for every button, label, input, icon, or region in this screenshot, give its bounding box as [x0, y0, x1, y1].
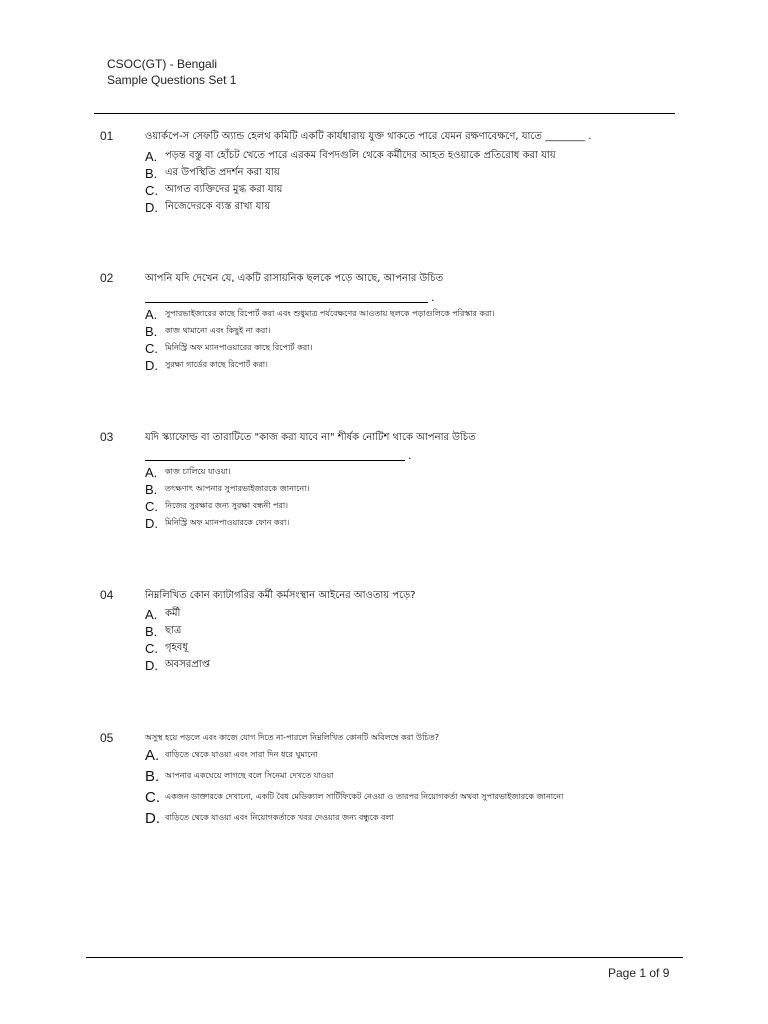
header-divider [94, 113, 675, 114]
option-d [145, 808, 394, 825]
option-a [145, 304, 495, 321]
option-letter: C. [145, 183, 158, 198]
option-letter: A. [145, 149, 158, 164]
answer-blank-line [145, 460, 405, 461]
option-d [145, 197, 270, 214]
option-d [145, 655, 210, 672]
page-number: Page 1 of 9 [608, 966, 670, 980]
option-letter: B. [145, 482, 158, 497]
option-text: কর্মী [165, 608, 181, 619]
option-text: বাড়িতে থেকে যাওয়া এবং সারা দিন ধরে ঘুমানো [165, 750, 318, 759]
question-text: ওয়ার্কপে-স সেফটি অ্যান্ড হেলথ কমিটি একটি কার্যধারায় যুক্ত থাকতে পারে যেমন রক্ষণাবেক্ষণে, যাতে ________ . [145, 131, 592, 142]
option-text: বাড়িতে থেকে যাওয়া এবং নিয়োগকর্তাকে খবর দেওয়ার জন্য বন্ধুকে বলা [165, 813, 394, 822]
option-letter: C. [145, 341, 158, 356]
answer-blank-line [145, 302, 428, 303]
option-letter: C. [145, 641, 158, 656]
option-text: সুপারভাইজারের কাছে রিপোর্ট করা এবং শুধুমাত্র পর্যবেক্ষণের আওতায় ছলকে পড়াগুলিকে পরিস্কার করা। [165, 309, 495, 318]
option-text: আগত ব্যক্তিদের মুগ্ধ করা যায় [165, 184, 283, 195]
footer-divider [86, 957, 683, 958]
option-c [145, 638, 188, 655]
option-letter: B. [145, 166, 158, 181]
document-header [107, 56, 236, 88]
blank-period: . [408, 449, 412, 462]
option-letter: D. [145, 658, 158, 673]
option-b [145, 621, 181, 638]
option-letter: C. [145, 789, 160, 806]
option-text: নিজেদেরকে ব্যস্ত রাখা যায় [165, 201, 271, 212]
question-number: 05 [100, 731, 114, 745]
blank-period: . [431, 291, 435, 304]
option-text: সুরক্ষা গার্ডের কাছে রিপোর্ট করা। [165, 360, 268, 369]
option-letter: B. [145, 324, 158, 339]
option-letter: B. [145, 624, 158, 639]
option-letter: D. [145, 358, 158, 373]
option-text: তৎক্ষণাৎ আপনার সুপারভাইজারকে জানানো। [165, 484, 310, 493]
option-text: আপনার একঘেয়ে লাগছে বলে সিনেমা দেখতে যাওয়া [165, 771, 334, 780]
option-a [145, 462, 231, 479]
option-c [145, 787, 563, 804]
question-number: 03 [100, 430, 114, 444]
course-title: CSOC(GT) - Bengali [107, 57, 218, 71]
option-a [145, 146, 556, 163]
option-text: কাজ থামানো এবং কিছুই না করা। [165, 326, 271, 335]
option-text: মিনিস্ট্রি অফ ম্যানপাওয়ারের কাছে রিপোর্ট করা। [165, 343, 313, 352]
option-d [145, 355, 268, 372]
option-text: এর উপস্থিতি প্রদর্শন করা যায় [165, 167, 280, 178]
option-text: অবসরপ্রাপ্ত [165, 659, 210, 670]
option-text: মিনিস্ট্রি অফ ম্যানপাওয়ারকে ফোন করা। [165, 518, 290, 527]
set-title: Sample Questions Set 1 [107, 73, 237, 87]
option-letter: A. [145, 747, 160, 764]
option-b [145, 766, 334, 783]
question-number: 02 [100, 271, 114, 285]
option-b [145, 163, 280, 180]
option-letter: C. [145, 499, 158, 514]
question-number: 04 [100, 588, 114, 602]
option-letter: D. [145, 516, 158, 531]
option-text: একজন ডাক্তারকে দেখানো, একটি বৈধ মেডিক্যাল সার্টিফিকেট নেওয়া ও তারপর নিয়োগকর্তা অথবা সুপারভাইজারকে জানানো [165, 792, 564, 801]
question-number: 01 [100, 129, 114, 143]
option-letter: A. [145, 307, 158, 322]
option-letter: B. [145, 768, 160, 785]
question-text: আপনি যদি দেখেন যে, একটি রাসায়নিক ছলকে পড়ে আছে, আপনার উচিত [145, 273, 444, 284]
option-text: ছাত্র [165, 625, 182, 636]
option-c [145, 338, 312, 355]
question-text: অসুস্থ হয়ে পড়লে এবং কাজে যোগ দিতে না-পারলে নিম্নলিখিত কোনটি অবিলম্বে করা উচিত? [145, 733, 440, 742]
option-b [145, 321, 271, 338]
question-text: নিম্নলিখিত কোন ক্যাটাগরির কর্মী কর্মসংস্থান আইনের আওতায় পড়ে? [145, 590, 416, 601]
option-text: গৃহবধূ [165, 642, 188, 653]
option-letter: A. [145, 465, 158, 480]
option-b [145, 479, 309, 496]
option-a [145, 745, 318, 762]
option-letter: D. [145, 200, 158, 215]
option-letter: A. [145, 607, 158, 622]
question-text: যদি স্ক্যাফোল্ড বা তারাটিতে "কাজ করা যাবে না" শীর্ষক নোটিশ থাকে আপনার উচিত [145, 432, 476, 443]
option-letter: D. [145, 810, 160, 827]
option-text: কাজ চালিয়ে যাওয়া। [165, 467, 231, 476]
option-a [145, 604, 180, 621]
option-c [145, 496, 288, 513]
option-d [145, 513, 289, 530]
option-text: পড়ন্ত বস্তু বা হোঁচট খেতে পারে এরকম বিপদগুলি থেকে কর্মীদের আহত হওয়াকে প্রতিরোধ করা যায় [165, 150, 556, 161]
option-text: নিজের সুরক্ষার জন্য সুরক্ষা বন্ধনী পরা। [165, 501, 289, 510]
option-c [145, 180, 282, 197]
